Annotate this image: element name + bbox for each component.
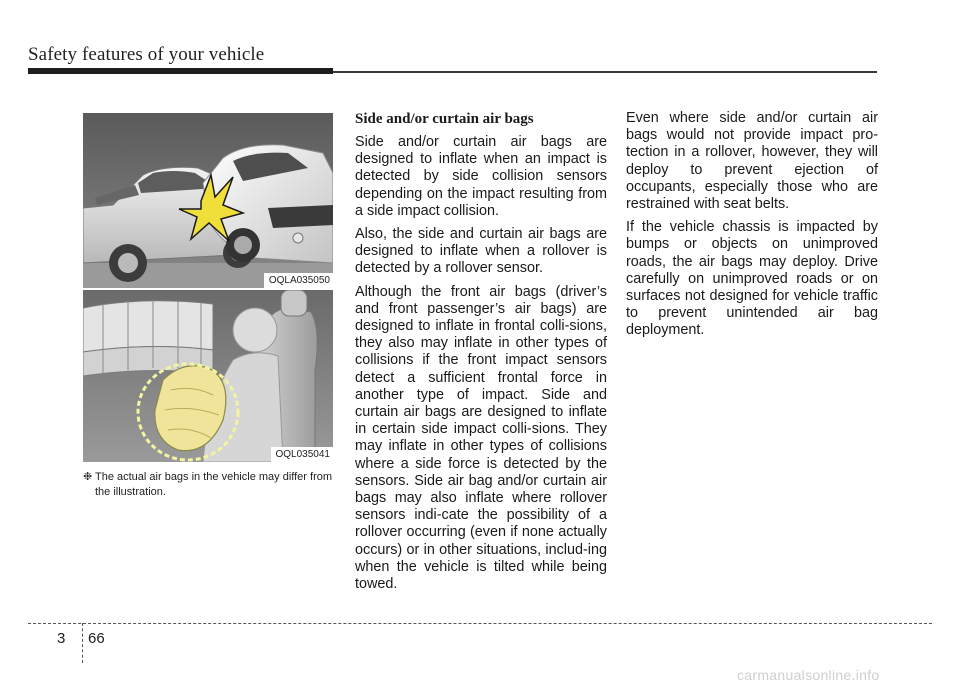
header-rule-thick xyxy=(28,68,333,74)
figure-code: OQL035041 xyxy=(271,447,334,462)
page-number: 66 xyxy=(88,630,105,647)
paragraph: Even where side and/or curtain air bags would not provide impact pro-tection in a rollover, however, they will deploy to prevent ejection of occupants, especially those who are restrained with seat belts. xyxy=(626,110,878,213)
side-impact-collision-illustration xyxy=(83,113,333,288)
paragraph: Side and/or curtain air bags are designed to inflate when an impact is detected by side collision sensors depending on the impact resulting from a side impact collision. xyxy=(355,134,607,219)
caption-text: The actual air bags in the vehicle may differ from the illustration. xyxy=(95,471,333,498)
figure-code: OQLA035050 xyxy=(264,273,333,288)
curtain-and-side-airbag-illustration xyxy=(83,290,333,462)
right-column xyxy=(626,110,878,346)
side-impact-figure xyxy=(83,113,333,288)
figure-caption xyxy=(83,470,335,500)
footer-divider xyxy=(82,623,83,663)
note-icon: ❉ xyxy=(83,471,93,483)
section-heading: Side and/or curtain air bags xyxy=(355,111,534,127)
middle-column xyxy=(355,110,607,599)
paragraph: Also, the side and curtain air bags are designed to inflate when a rollover is detected by a rollover sensor. xyxy=(355,226,607,277)
chapter-number: 3 xyxy=(57,630,66,647)
paragraph: Although the front air bags (driver’s and front passenger’s air bags) are designed to inflate in frontal colli-sions, they also may inflate in other types of collisions if the front impact sensors detect a sufficient frontal force in another type of impact. Side and curtain air bags are designed to inflate in certain side impact colli-sions. They may inflate in other types of collisions where a side force is detected by the sensors. Side air bag and/or curtain air bags may also inflate where rollover sensors indi-cate the possibility of a rollover occurring (even if none actually occurs) or in other situations, includ-ing when the vehicle is tilted while being towed. xyxy=(355,283,607,593)
watermark: carmanualsonline.info xyxy=(737,667,880,683)
header-rule-thin xyxy=(333,71,877,73)
header-title: Safety features of your vehicle xyxy=(28,44,265,65)
airbag-figure xyxy=(83,290,333,462)
paragraph: If the vehicle chassis is impacted by bumps or objects on unimproved roads, the air bags may deploy. Drive carefully on unimproved roads or on surfaces not designed for vehicle traffic to prevent unintended air bag deployment. xyxy=(626,219,878,339)
footer-rule xyxy=(28,623,932,624)
